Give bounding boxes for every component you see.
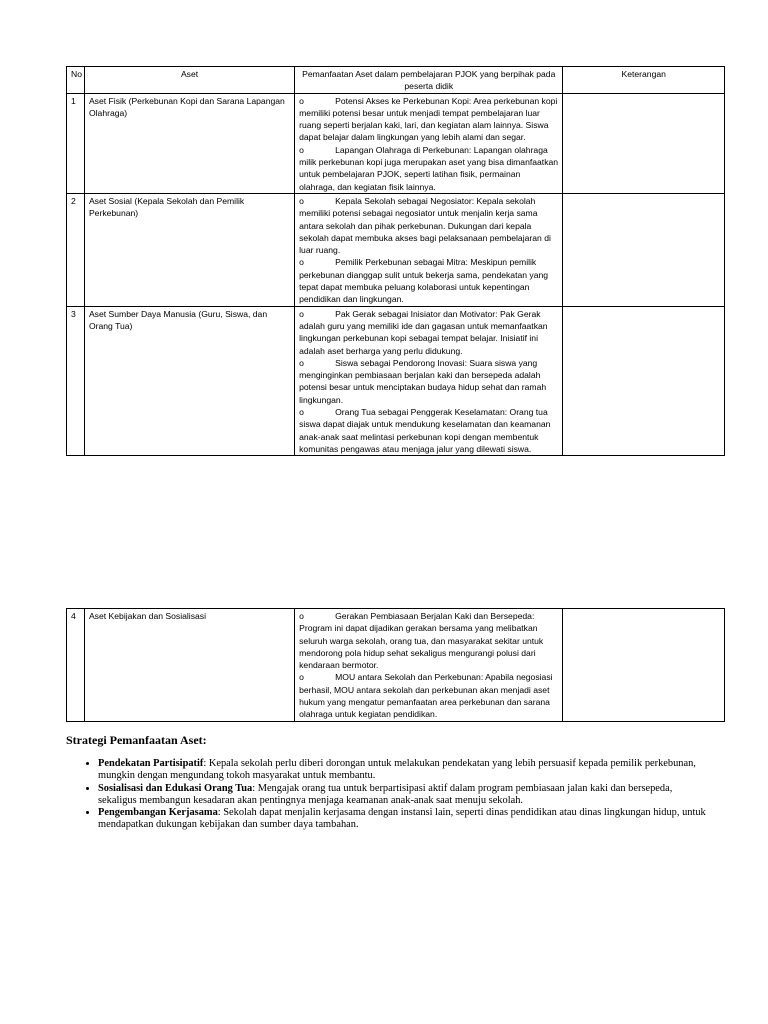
utilization-item: [299, 406, 558, 455]
bullet-marker: o: [299, 95, 304, 106]
utilization-cell: [295, 193, 563, 306]
bullet-marker: o: [299, 257, 304, 268]
asset-table-continued: [66, 608, 725, 722]
utilization-item: [299, 610, 558, 671]
remarks-cell: [563, 306, 725, 456]
item-title: Orang Tua sebagai Penggerak Keselamatan:: [335, 407, 508, 418]
utilization-item: [299, 671, 558, 720]
item-title: Gerakan Pembiasaan Berjalan Kaki dan Bersepeda:: [335, 611, 535, 621]
strategy-item-title: Pendekatan Partisipatif: [98, 758, 204, 769]
asset-name: Aset Sumber Daya Manusia (Guru, Siswa, dan Orang Tua): [84, 306, 294, 456]
asset-table: [66, 66, 725, 456]
row-number: 1: [67, 93, 85, 193]
item-title: Kepala Sekolah sebagai Negosiator:: [335, 195, 475, 206]
item-text: Meskipun pemilik perkebunan dianggap sulit untuk bekerja sama, pendekatan yang tepat dapat membuka peluang kolaborasi untuk kepentingan pendidikan dan lingkungan.: [299, 257, 549, 305]
bullet-marker: o: [299, 357, 304, 368]
item-title: Pemilik Perkebunan sebagai Mitra:: [335, 257, 468, 268]
strategy-heading: Strategi Pemanfaatan Aset:: [66, 733, 207, 747]
bullet-marker: o: [299, 672, 304, 683]
header-no: No: [67, 67, 85, 94]
item-text: Kepala sekolah memiliki potensi sebagai negosiator untuk menjalin kerja sama antara sekolah dan pihak perkebunan. Dukungan dari kepala sekolah dapat membuka akses bagi pelaksanaan pembelajaran di luar ruang.: [299, 195, 551, 256]
item-text: Apabila negosiasi berhasil, MOU antara sekolah dan perkebunan akan menjadi aset hukum yang mengatur pemanfaatan area perkebunan dan sarana olahraga untuk kegiatan pendidikan.: [299, 672, 553, 720]
table-row: [67, 93, 725, 193]
bullet-marker: o: [299, 407, 304, 418]
strategy-list: [66, 758, 706, 832]
utilization-cell: [295, 609, 563, 722]
bullet-marker: o: [299, 195, 304, 206]
item-text: Lapangan olahraga milik perkebunan kopi juga merupakan aset yang bisa dimanfaatkan untuk pembelajaran PJOK, seperti latihan fisik, permainan olahraga, dan kegiatan fisik lainnya.: [299, 144, 559, 192]
item-title: Siswa sebagai Pendorong Inovasi:: [335, 357, 467, 368]
row-number: 3: [67, 306, 85, 456]
item-title: MOU antara Sekolah dan Perkebunan:: [335, 672, 484, 683]
header-aset: Aset: [84, 67, 294, 94]
bullet-marker: o: [299, 308, 304, 319]
bullet-marker: o: [299, 611, 304, 621]
item-text: Pak Gerak adalah guru yang memiliki ide dan gagasan untuk memanfaatkan lingkungan perkebunan kopi sebagai tempat belajar. Inisiatif ini adalah aset berharga yang perlu didukung.: [299, 308, 548, 356]
remarks-cell: [563, 193, 725, 306]
item-title: Potensi Akses ke Perkebunan Kopi:: [335, 95, 472, 106]
item-text: Suara siswa yang menginginkan pembiasaan berjalan kaki dan bersepeda adalah potensi besar untuk menciptakan budaya hidup sehat dan ramah lingkungan.: [299, 357, 547, 405]
strategy-section: [66, 733, 706, 832]
table-row: [67, 609, 725, 722]
row-number: 2: [67, 193, 85, 306]
remarks-cell: [563, 609, 725, 722]
asset-name: Aset Kebijakan dan Sosialisasi: [84, 609, 294, 722]
strategy-item: [98, 807, 706, 832]
item-text: Area perkebunan kopi memiliki potensi besar untuk menjadi tempat pembelajaran luar ruang seperti berjalan kaki, lari, dan kegiatan alam lainnya. Siswa dapat belajar dalam lingkungan yang lebih alami dan segar.: [299, 95, 558, 143]
strategy-item-title: Pengembangan Kerjasama: [98, 807, 218, 819]
utilization-cell: [295, 93, 563, 193]
utilization-item: [299, 308, 558, 357]
table-header-row: [67, 67, 725, 94]
utilization-item: [299, 144, 558, 193]
strategy-item: [98, 758, 706, 783]
asset-name: Aset Fisik (Perkebunan Kopi dan Sarana Lapangan Olahraga): [84, 93, 294, 193]
remarks-cell: [563, 93, 725, 193]
utilization-cell: [295, 306, 563, 456]
utilization-item: [299, 195, 558, 256]
table-row: [67, 306, 725, 456]
strategy-item: [98, 783, 706, 808]
strategy-item-text: : Mengajak orang tua untuk berpartisipasi aktif dalam program pembiasaan jalan kaki dan bersepeda, sekaligus membangun kesadaran akan pentingnya menjaga keamanan anak-anak saat menuju sekolah.: [98, 782, 673, 806]
item-text: Program ini dapat dijadikan gerakan bersama yang melibatkan seluruh warga sekolah, orang tua, dan masyarakat sekitar untuk mendorong pola hidup sehat sekaligus mengurangi polusi dari kendaraan bermotor.: [299, 623, 544, 671]
item-title: Lapangan Olahraga di Perkebunan:: [335, 144, 472, 155]
strategy-item-title: Sosialisasi dan Edukasi Orang Tua: [98, 782, 253, 794]
header-pemanfaatan: Pemanfaatan Aset dalam pembelajaran PJOK yang berpihak pada peserta didik: [295, 67, 563, 94]
row-number: 4: [67, 609, 85, 722]
asset-name: Aset Sosial (Kepala Sekolah dan Pemilik Perkebunan): [84, 193, 294, 306]
strategy-item-text: : Sekolah dapat menjalin kerjasama dengan instansi lain, seperti dinas pendidikan atau dinas lingkungan hidup, untuk mendapatkan dukungan kebijakan dan sumber daya tambahan.: [98, 807, 706, 831]
header-keterangan: Keterangan: [563, 67, 725, 94]
strategy-item-text: : Kepala sekolah perlu diberi dorongan untuk melakukan pendekatan yang lebih persuasif kepada pemilik perkebunan, mungkin dengan mengundang tokoh masyarakat untuk membantu.: [98, 758, 696, 782]
item-title: Pak Gerak sebagai Inisiator dan Motivator:: [335, 308, 498, 319]
utilization-item: [299, 256, 558, 305]
item-text: Orang tua siswa dapat diajak untuk mendukung keselamatan dan keamanan anak-anak saat melintasi perkebunan kopi dengan membentuk komunitas pengawas atau menjaga jalur yang dilewati siswa.: [299, 407, 551, 454]
table-row: [67, 193, 725, 306]
bullet-marker: o: [299, 144, 304, 155]
utilization-item: [299, 95, 558, 144]
utilization-item: [299, 357, 558, 406]
